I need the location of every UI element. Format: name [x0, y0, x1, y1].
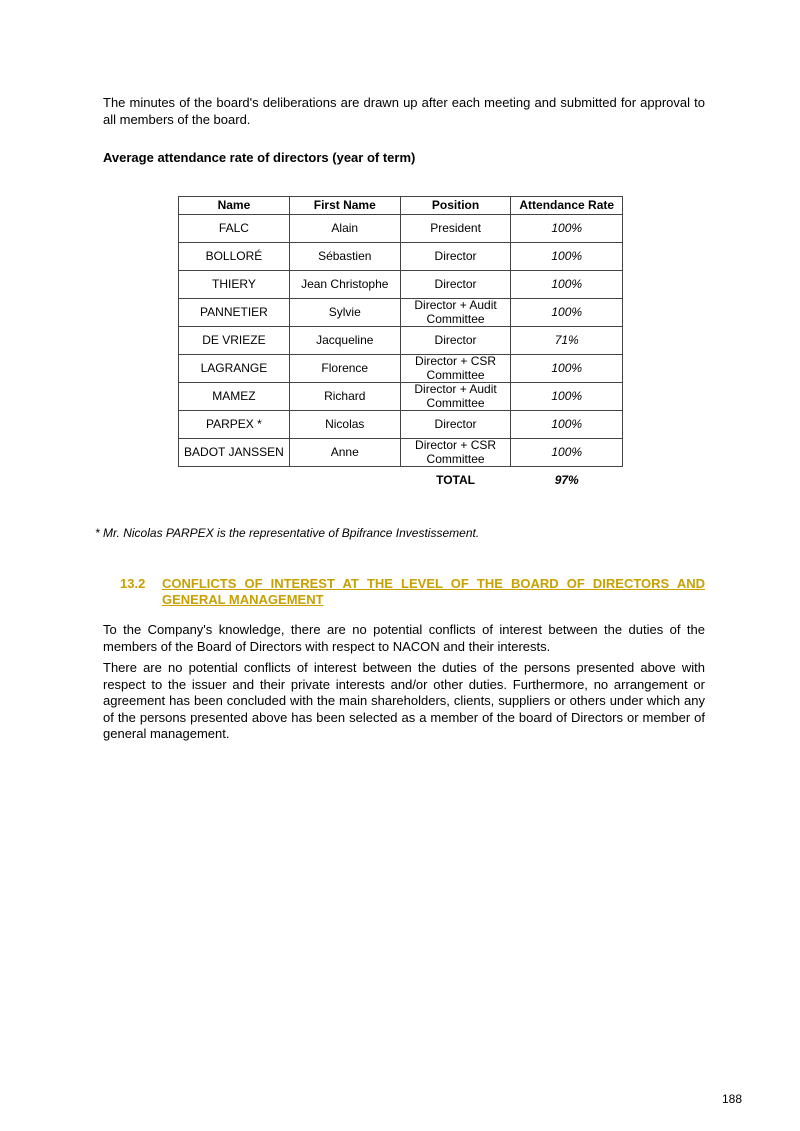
cell-position: Director [400, 271, 511, 299]
total-label: TOTAL [436, 472, 475, 487]
cell-rate: 100% [511, 383, 623, 411]
section-title: CONFLICTS OF INTEREST AT THE LEVEL OF THE BOARD OF DIRECTORS AND GENERAL MANAGEMENT [162, 576, 705, 607]
cell-position: Director + CSR Committee [400, 355, 511, 383]
cell-first-name: Jacqueline [289, 327, 400, 355]
cell-position: Director + Audit Committee [400, 299, 511, 327]
total-row [179, 467, 623, 495]
section-paragraph-1: To the Company's knowledge, there are no potential conflicts of interest between the duties of the members of the Board of Directors with respect to NACON and their interests. [103, 622, 705, 654]
table-header-row [179, 197, 623, 215]
section-number: 13.2 [120, 576, 146, 591]
section-paragraph-2: There are no potential conflicts of interest between the duties of the persons presented above with respect to the issuer and their private interests and/or other duties. Furthermore, no arrangement or agreement has been concluded with the main shareholders, clients, suppliers or others under which any of the persons presented above has been selected as a member of the board of Directors or member of general management. [103, 660, 705, 741]
total-spacer [179, 467, 290, 495]
cell-first-name: Jean Christophe [289, 271, 400, 299]
cell-position: Director [400, 411, 511, 439]
cell-name: BOLLORÉ [179, 243, 290, 271]
table-row [179, 411, 623, 439]
table-row [179, 271, 623, 299]
table-row [179, 299, 623, 327]
table-row [179, 215, 623, 243]
cell-first-name: Anne [289, 439, 400, 467]
page-number: 188 [722, 1092, 743, 1106]
table-row [179, 383, 623, 411]
attendance-heading: Average attendance rate of directors (year of term) [103, 150, 416, 165]
cell-name: THIERY [179, 271, 290, 299]
intro-paragraph: The minutes of the board's deliberations are drawn up after each meeting and submitted for approval to all members of the board. [103, 95, 705, 127]
cell-position: Director + CSR Committee [400, 439, 511, 467]
header-name: Name [179, 197, 290, 215]
cell-first-name: Nicolas [289, 411, 400, 439]
total-spacer [289, 467, 400, 495]
cell-name: MAMEZ [179, 383, 290, 411]
cell-name: PARPEX * [179, 411, 290, 439]
table-row [179, 355, 623, 383]
cell-rate: 100% [511, 411, 623, 439]
cell-first-name: Alain [289, 215, 400, 243]
cell-rate: 100% [511, 439, 623, 467]
cell-rate: 100% [511, 355, 623, 383]
cell-rate: 100% [511, 299, 623, 327]
header-attendance-rate: Attendance Rate [511, 197, 623, 215]
cell-rate: 100% [511, 215, 623, 243]
cell-rate: 100% [511, 243, 623, 271]
header-first-name: First Name [289, 197, 400, 215]
cell-first-name: Florence [289, 355, 400, 383]
cell-rate: 100% [511, 271, 623, 299]
table-row [179, 439, 623, 467]
attendance-table [178, 196, 623, 494]
cell-name: PANNETIER [179, 299, 290, 327]
table-row [179, 243, 623, 271]
cell-position: Director + Audit Committee [400, 383, 511, 411]
header-position: Position [400, 197, 511, 215]
cell-position: Director [400, 243, 511, 271]
table-row [179, 327, 623, 355]
cell-rate: 71% [511, 327, 623, 355]
cell-first-name: Sébastien [289, 243, 400, 271]
cell-first-name: Sylvie [289, 299, 400, 327]
cell-name: FALC [179, 215, 290, 243]
cell-name: DE VRIEZE [179, 327, 290, 355]
total-rate: 97% [554, 472, 579, 487]
cell-name: BADOT JANSSEN [179, 439, 290, 467]
cell-position: Director [400, 327, 511, 355]
cell-position: President [400, 215, 511, 243]
footnote: * Mr. Nicolas PARPEX is the representative of Bpifrance Investissement. [95, 526, 480, 540]
cell-first-name: Richard [289, 383, 400, 411]
cell-name: LAGRANGE [179, 355, 290, 383]
